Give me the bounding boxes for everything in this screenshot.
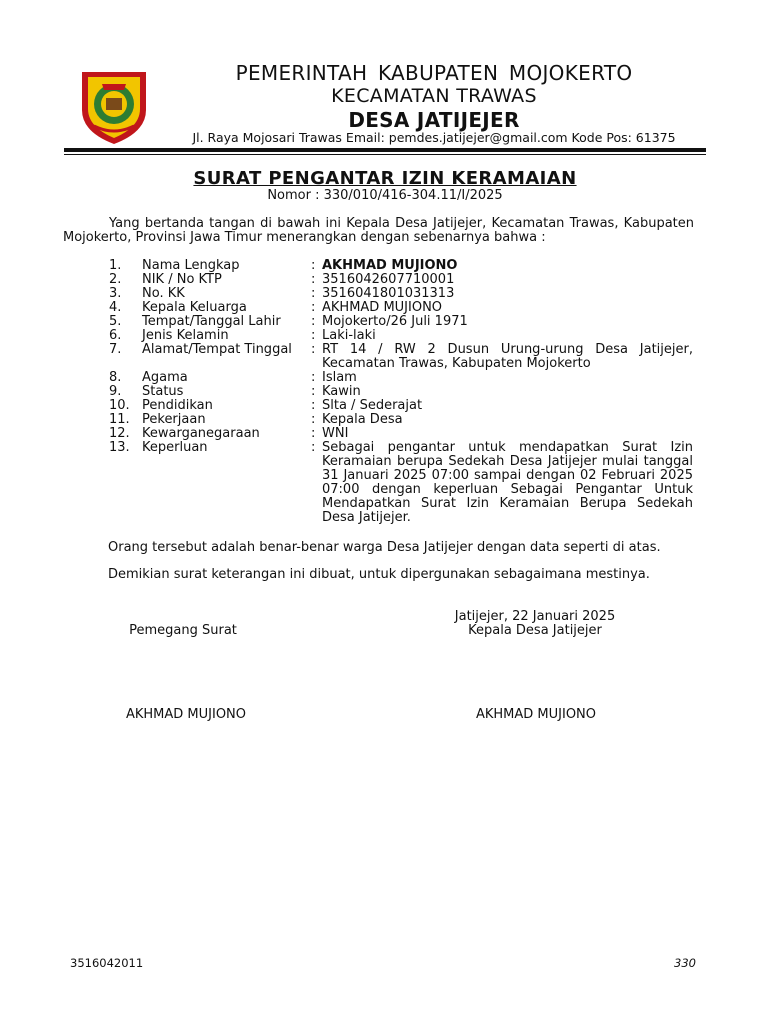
- field-number: 5.: [109, 314, 122, 329]
- letterhead-village-line: DESA JATIJEJER: [348, 108, 520, 132]
- field-colon: :: [311, 398, 316, 413]
- field-colon: :: [311, 370, 316, 385]
- field-value: Mojokerto/26 Juli 1971: [322, 314, 468, 329]
- field-number: 3.: [109, 286, 122, 301]
- field-label: Status: [142, 384, 184, 399]
- field-number: 7.: [109, 342, 122, 357]
- field-value: RT 14 / RW 2 Dusun Urung-urung Desa Jatijejer, Kecamatan Trawas, Kabupaten Mojokerto: [322, 342, 693, 371]
- field-label: Nama Lengkap: [142, 258, 240, 273]
- field-number: 6.: [109, 328, 122, 343]
- field-label: NIK / No KTP: [142, 272, 222, 287]
- field-number: 11.: [109, 412, 130, 427]
- field-label: Alamat/Tempat Tinggal: [142, 342, 292, 357]
- field-value: Islam: [322, 370, 357, 385]
- field-label: Kewarganegaraan: [142, 426, 260, 441]
- kabupaten-mojokerto-emblem-icon: [76, 66, 152, 146]
- signature-name-right: AKHMAD MUJIONO: [475, 707, 597, 722]
- field-number: 9.: [109, 384, 122, 399]
- signature-role-left: Pemegang Surat: [129, 623, 237, 638]
- field-number: 13.: [109, 440, 130, 455]
- field-label: No. KK: [142, 286, 185, 301]
- field-label: Jenis Kelamin: [142, 328, 229, 343]
- field-number: 4.: [109, 300, 122, 315]
- field-colon: :: [311, 314, 316, 329]
- field-colon: :: [311, 286, 316, 301]
- field-value: AKHMAD MUJIONO: [322, 258, 458, 273]
- field-value: AKHMAD MUJIONO: [322, 300, 443, 315]
- field-colon: :: [311, 412, 316, 427]
- place-date: Jatijejer, 22 Januari 2025: [454, 609, 616, 624]
- field-label: Pendidikan: [142, 398, 213, 413]
- field-value: 3516041801031313: [322, 286, 455, 301]
- field-colon: :: [311, 440, 316, 455]
- footer-code: 3516042011: [70, 956, 144, 970]
- field-value: 3516042607710001: [322, 272, 455, 287]
- letterhead-district-line: KECAMATAN TRAWAS: [331, 85, 537, 107]
- letter-number: Nomor : 330/010/416-304.11/I/2025: [267, 188, 503, 203]
- statement-paragraph: Orang tersebut adalah benar-benar warga Desa Jatijejer dengan data seperti di atas.: [108, 540, 661, 555]
- field-value: WNI: [322, 426, 349, 441]
- field-value: Kawin: [322, 384, 361, 399]
- field-value: Slta / Sederajat: [322, 398, 423, 413]
- field-number: 2.: [109, 272, 122, 287]
- field-label: Tempat/Tanggal Lahir: [142, 314, 281, 329]
- closing-paragraph: Demikian surat keterangan ini dibuat, untuk dipergunakan sebagaimana mestinya.: [108, 567, 650, 582]
- field-colon: :: [311, 258, 316, 273]
- signature-name-left: AKHMAD MUJIONO: [125, 707, 247, 722]
- field-number: 1.: [109, 258, 122, 273]
- field-colon: :: [311, 342, 316, 357]
- field-value: Kepala Desa: [322, 412, 403, 427]
- field-colon: :: [311, 300, 316, 315]
- field-number: 12.: [109, 426, 130, 441]
- letterhead-rule-thin: [64, 154, 706, 155]
- field-colon: :: [311, 272, 316, 287]
- letterhead-rule-thick: [64, 148, 706, 152]
- letterhead-address: Jl. Raya Mojosari Trawas Email: pemdes.jatijejer@gmail.com Kode Pos: 61375: [192, 130, 676, 145]
- field-colon: :: [311, 426, 316, 441]
- intro-paragraph: Yang bertanda tangan di bawah ini Kepala Desa Jatijejer, Kecamatan Trawas, Kabupaten Mojokerto, Provinsi Jawa Timur menerangkan dengan sebenarnya bahwa :: [63, 216, 694, 245]
- field-label: Pekerjaan: [142, 412, 206, 427]
- letter-title: SURAT PENGANTAR IZIN KERAMAIAN: [193, 168, 577, 189]
- field-label: Kepala Keluarga: [142, 300, 247, 315]
- field-colon: :: [311, 328, 316, 343]
- field-label: Keperluan: [142, 440, 208, 455]
- field-label: Agama: [142, 370, 188, 385]
- letterhead-government-line: PEMERINTAH KABUPATEN MOJOKERTO: [235, 61, 633, 85]
- field-value: Laki-laki: [322, 328, 376, 343]
- field-value: Sebagai pengantar untuk mendapatkan Surat Izin Keramaian berupa Sedekah Desa Jatijejer mulai tanggal 31 Januari 2025 07:00 sampai dengan 02 Februari 2025 07:00 dengan keperluan Sebagai Pengantar Untuk Mendapatkan Surat Izin Keramaian Berupa Sedekah Desa Jatijejer.: [322, 440, 693, 525]
- signature-role-right: Kepala Desa Jatijejer: [468, 623, 602, 638]
- field-number: 8.: [109, 370, 122, 385]
- footer-page-code: 330: [674, 956, 696, 970]
- field-number: 10.: [109, 398, 130, 413]
- field-colon: :: [311, 384, 316, 399]
